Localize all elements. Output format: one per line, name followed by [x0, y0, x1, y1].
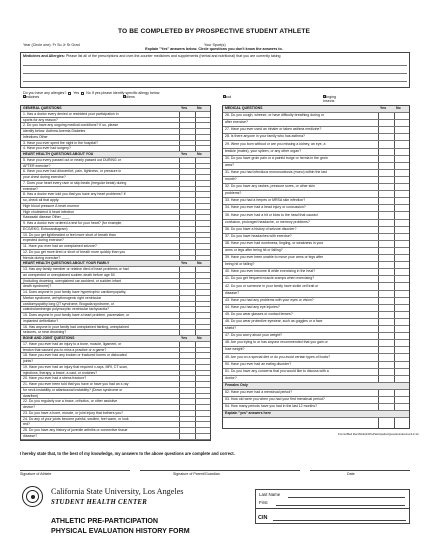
- yes-column-header: Yes: [181, 336, 188, 340]
- yes-column-header: Yes: [181, 152, 188, 156]
- allergy-type-label: Stinging Insects: [323, 95, 336, 103]
- question-row[interactable]: [223, 213, 409, 220]
- no-column-header: No: [197, 106, 202, 110]
- section-header-text: HEART HEALTH QUESTIONS ABOUT YOUR FAMILY: [23, 261, 110, 266]
- question-row[interactable]: [223, 347, 409, 354]
- question-row[interactable]: [223, 305, 409, 312]
- question-text: 20. Have you ever had a stress fracture?: [23, 376, 87, 381]
- question-row[interactable]: [223, 298, 409, 305]
- allergy-type-label: Pollens: [123, 95, 135, 99]
- question-text: 45. Do you wear glasses or contact lenses?: [225, 311, 293, 316]
- question-text: 47. Do you worry about your weight?: [225, 333, 283, 338]
- question-row[interactable]: [21, 434, 210, 440]
- yes-column-header: Yes: [181, 261, 188, 266]
- allergy-yes-label: Yes: [73, 91, 80, 95]
- question-row[interactable]: [223, 142, 409, 149]
- question-text: 14. Does anyone in your family have hypertrophic cardiomyopathy,: [23, 290, 127, 294]
- question-text: area?: [225, 162, 234, 167]
- question-text: (including drowning, unexplained car accident, or sudden infant: [23, 278, 121, 283]
- question-text: implanted defibrillator?: [23, 318, 59, 323]
- question-text: 48. Are you trying to or has anyone recommended that you gain or: [225, 340, 328, 345]
- question-text: 9. Has a doctor ever ordered a test for your heart? (for example,: [23, 221, 123, 225]
- question-text: so, check all that apply:: [23, 198, 60, 202]
- allergy-type-label: Medicines: [23, 95, 40, 99]
- question-row[interactable]: [223, 376, 409, 383]
- question-text: an unexpected or unexplained sudden death before age 50: [23, 272, 115, 277]
- question-text: 24. Do any of your joints become painful, swollen, feel warm, or look: [23, 416, 129, 421]
- section-header-text: HEART HEALTH QUESTIONS ABOUT YOU: [23, 152, 94, 156]
- question-text: 35. Have you ever had a hit or blow to the head that caused: [225, 212, 318, 217]
- question-text: joints?: [23, 359, 34, 363]
- question-text: 49. Are you on a special diet or do you avoid certain types of foods?: [225, 354, 331, 359]
- medicines-label-bold: Medicines and Allergies:: [23, 54, 66, 58]
- question-row[interactable]: [223, 134, 409, 141]
- question-text: 44. Have you had any eye injuries?: [225, 304, 280, 309]
- question-row[interactable]: [223, 362, 409, 369]
- question-text: 51. Do you have any concerns that you would like to discuss with a: [225, 368, 329, 373]
- form-code: Forms/Med Rec/Athletic/PreParticipationQuestionnaire/rev4-2-12: [338, 432, 419, 436]
- question-text: 38. Have you ever had numbness, tingling, or weakness in your: [225, 240, 324, 245]
- question-text: ECG/EKG, Echocardiogram): [23, 226, 68, 231]
- question-text: 39. Have you ever been unable to move your arms or legs after: [225, 255, 324, 260]
- question-row[interactable]: [223, 156, 409, 163]
- question-row[interactable]: [223, 369, 409, 376]
- question-row[interactable]: [223, 120, 409, 127]
- question-text: 19. Have you ever had an injury that required x-rays, MRI, CT scan,: [23, 364, 128, 369]
- question-text: death syndrome)?: [23, 284, 52, 289]
- question-text: exercise?: [23, 186, 38, 191]
- question-row[interactable]: [223, 220, 409, 227]
- form-title-line1: ATHLETIC PRE-PARTICIPATION: [51, 517, 159, 525]
- section-header-text: Explain "yes" answers here: [225, 411, 271, 416]
- question-text: lose weight?: [225, 347, 245, 352]
- question-text: shield?: [225, 326, 237, 331]
- question-text: device?: [23, 405, 36, 409]
- cin-box: [255, 508, 410, 527]
- question-text: sports for any reason?: [23, 117, 58, 122]
- parent-signature-line[interactable]: [140, 470, 300, 471]
- section-header-text: BONE AND JOINT QUESTIONS: [23, 336, 75, 340]
- question-text: disease?: [23, 433, 38, 438]
- question-row[interactable]: [223, 241, 409, 248]
- question-row[interactable]: [223, 248, 409, 255]
- medicines-label: [23, 54, 281, 58]
- last-name-field[interactable]: [288, 497, 405, 498]
- question-text: High cholesterol A heart infection: [23, 209, 74, 214]
- question-text: 8. Has a doctor ever told you that you have any heart problems? If: [23, 192, 126, 197]
- question-text: confusion, prolonged headache, or memory problems?: [225, 219, 310, 224]
- question-text: 33. Have you had a herpes or MRSA skin infection?: [225, 198, 306, 203]
- allergy-question: Do you have any allergies?: [23, 91, 67, 95]
- question-text: 46. Do you wear protective eyewear, such as goggles or a face: [225, 319, 323, 323]
- question-row[interactable]: [223, 269, 409, 276]
- no-column-header: No: [197, 261, 202, 266]
- question-text: 40. Have you ever become ill while exercising in the heat?: [225, 269, 316, 274]
- medicines-line[interactable]: [23, 73, 407, 74]
- section-header-text: MEDICAL QUESTIONS: [225, 106, 263, 110]
- university-seal-icon: [22, 486, 43, 507]
- medicines-label-text: Please list all of the prescriptions and over-the-counter medicines and supplements (herbal and nutritional) that you are currently taking: [66, 54, 281, 58]
- no-column-header: No: [197, 336, 202, 340]
- question-text: High blood pressure A heart murmur: [23, 203, 80, 208]
- allergy-type-label: Food: [223, 95, 232, 99]
- athlete-signature-label: Signature of Athlete: [20, 472, 52, 476]
- question-text: 27. Have you ever used an inhaler or taken asthma medicine?: [225, 127, 322, 132]
- no-column-header: No: [396, 106, 401, 110]
- first-name-field[interactable]: [276, 505, 405, 506]
- health-center-name: STUDENT HEALTH CENTER: [51, 499, 148, 506]
- question-row[interactable]: [223, 340, 409, 347]
- question-text: cardiomyopathy long QT syndrome, Brugada syndrome, or: [23, 301, 114, 306]
- sport-label: Your Sport(s): [204, 43, 226, 47]
- question-text: 30. Do you have groin pain or a painful bulge or hernia in the groin: [225, 155, 328, 160]
- question-row[interactable]: [223, 184, 409, 191]
- question-text: 43. Have you had any problems with your eyes or vision?: [225, 297, 314, 302]
- question-row[interactable]: [223, 177, 409, 184]
- medicines-box[interactable]: [20, 52, 410, 88]
- question-text: 16. Has anyone in your family had unexplained fainting, unexplained: [23, 324, 129, 329]
- question-text: testicle (males), your spleen, or any other organ?: [225, 148, 302, 153]
- question-row[interactable]: [223, 319, 409, 326]
- question-text: 26. Do you cough, wheeze, or have difficulty breathing during or: [225, 113, 324, 118]
- question-text: 53. How old were you when you had your first menstrual period?: [225, 397, 325, 402]
- question-row[interactable]: [223, 326, 409, 333]
- question-text: 29. Were you born without or are you missing a kidney, an eye, a: [225, 141, 326, 146]
- question-row[interactable]: [223, 170, 409, 177]
- question-text: 13. Has any family member or relative died of heart problems or had: [23, 267, 129, 271]
- cin-field[interactable]: [273, 520, 406, 521]
- question-text: 6. Have you ever had discomfort, pain, tightness, or pressure in: [23, 169, 122, 174]
- question-text: 4. Have you ever had surgery?: [23, 146, 71, 151]
- yes-column-header: Yes: [380, 106, 387, 110]
- question-text: 15. Does anyone in your family have a heart problem, pacemaker, or: [23, 313, 130, 317]
- question-text: injections, therapy, a brace, a cast, or crutches?: [23, 370, 98, 375]
- question-text: Marfan syndrome, arrhythmogenic right ventricular: [23, 295, 102, 300]
- question-text: 7. Does your heart every race or skip beats (irregular beats) during: [23, 180, 127, 185]
- university-name: California State University, Los Angeles: [51, 487, 184, 496]
- question-row[interactable]: [223, 333, 409, 340]
- question-text: problems?: [225, 191, 242, 196]
- question-row[interactable]: [223, 198, 409, 205]
- question-row[interactable]: [223, 127, 409, 134]
- question-text: 54. How many periods have you had in the last 12 months?: [225, 404, 318, 409]
- question-text: dwarfism): [23, 393, 39, 398]
- explain-instructions: Explain "Yes" answers below. Circle questions you don't know the answers to.: [145, 47, 283, 51]
- question-text: for neck instability or atlantoaxial instability? (Down syndrome or: [23, 387, 123, 392]
- question-text: friends during exercise?: [23, 255, 61, 260]
- section-header: [223, 106, 409, 113]
- question-text: disease?: [225, 290, 240, 295]
- allergy-no-checkbox[interactable]: [81, 92, 84, 95]
- question-text: AFTER exercise?: [23, 163, 51, 168]
- first-name-label: First: [259, 500, 268, 505]
- question-row[interactable]: [223, 404, 409, 411]
- question-row[interactable]: [223, 191, 409, 198]
- question-text: 52. Have you ever had a menstrual period?: [225, 390, 293, 394]
- question-text: 31. Have you had infectious mononucleosis (mono) within the last: [225, 169, 327, 174]
- question-text: your chest during exercise?: [23, 175, 66, 179]
- question-text: arms or legs after being hit or falling?: [225, 248, 283, 252]
- question-text: 36. Do you have a history of seizure disorder?: [225, 226, 297, 231]
- question-row[interactable]: [223, 312, 409, 319]
- question-row[interactable]: [223, 390, 409, 397]
- question-text: 37. Do you have headaches with exercise?: [225, 233, 292, 238]
- question-text: 22. Do you regularly use a brace, orthotics, or other assistive: [23, 399, 118, 404]
- question-row[interactable]: [223, 291, 409, 298]
- medicines-line[interactable]: [23, 65, 407, 66]
- question-text: 18. Have you ever had any broken or fractured bones or dislocated: [23, 353, 127, 358]
- question-text: 21. Have you ever been told that you have or have you had an x-ray: [23, 382, 129, 386]
- question-text: 3. Have you ever spent the night in the hospital?: [23, 140, 98, 145]
- question-text: identify below: Asthma Anemia Diabetes: [23, 129, 86, 133]
- question-text: 34. Have you ever had a head injury or concussion?: [225, 205, 306, 210]
- question-text: 25. Do you have any history of juvenile arthritis or connective tissue: [23, 428, 128, 432]
- seal-ring: [26, 490, 39, 503]
- allergy-question-row: [23, 91, 160, 95]
- page-title: TO BE COMPLETED BY PROSPECTIVE STUDENT ATHLETE: [118, 28, 310, 35]
- medicines-line[interactable]: [23, 81, 407, 82]
- question-row[interactable]: [223, 355, 409, 362]
- question-text: 23. Do you have a bone, muscle, or joint injury that bothers you?: [23, 410, 124, 415]
- question-text: red?: [23, 422, 31, 427]
- question-row[interactable]: [223, 262, 409, 269]
- question-text: 10. Do you get lightheaded or feel more short of breath than: [23, 232, 116, 237]
- question-text: tendon that caused you to miss a practice or a game?: [23, 347, 107, 352]
- last-name-label: Last Name: [259, 492, 281, 497]
- form-title-line2: PHYSICAL EVALUATION HISTORY FORM: [51, 527, 190, 535]
- year-label: Year (Circle one): Fr So Jr Sr Grad: [23, 43, 80, 47]
- cin-label: CIN: [258, 515, 268, 521]
- question-text: 28. Is there anyone in your family who has asthma?: [225, 134, 305, 139]
- date-label: Date: [347, 472, 355, 476]
- question-row[interactable]: [223, 163, 409, 170]
- question-text: being hit or falling?: [225, 262, 255, 267]
- question-text: expected during exercise?: [23, 238, 64, 243]
- section-header-text: Females Only: [225, 382, 248, 387]
- question-text: catecholaminergic polymorphic ventricular tachycardia?: [23, 307, 109, 312]
- question-row[interactable]: [223, 276, 409, 283]
- question-text: 1. Has a doctor every denied or restricted your participation in: [23, 111, 119, 116]
- question-text: 11. Have you ever had an unexplained seizure?: [23, 244, 97, 248]
- section-header: [223, 383, 409, 390]
- question-row[interactable]: [223, 205, 409, 212]
- question-text: 2. Do you have any ongoing medical conditions? If so, please: [23, 123, 119, 128]
- question-row[interactable]: [223, 284, 409, 291]
- allergy-no-label: No If yes please identify specific allergy below.: [86, 91, 161, 95]
- question-row[interactable]: [223, 397, 409, 404]
- seal-core: [31, 495, 35, 499]
- yes-column-header: Yes: [181, 106, 188, 110]
- athlete-signature-line[interactable]: [20, 470, 130, 471]
- question-text: 32. Do you have any rashes, pressure sores, or other skin: [225, 184, 315, 189]
- questions-table-left: [20, 105, 211, 441]
- date-line[interactable]: [310, 470, 410, 471]
- question-row[interactable]: [223, 149, 409, 156]
- allergy-yes-checkbox[interactable]: [68, 92, 71, 95]
- question-row[interactable]: [223, 113, 409, 120]
- question-text: Infections Other: [23, 134, 48, 139]
- question-text: seizures, or near drowning?: [23, 330, 67, 335]
- no-column-header: No: [197, 152, 202, 156]
- question-text: 12. Do you get more tired or short of breath more quickly than you: [23, 249, 126, 254]
- question-text: 17. Have you ever had an injury to a bone, muscle, ligament, or: [23, 341, 122, 346]
- question-text: 42. Do you or someone in your family have sickle cell trait or: [225, 283, 319, 288]
- questions-table-right: [222, 105, 410, 429]
- question-text: Kawasaki disease Other ____: [23, 215, 70, 220]
- question-row[interactable]: [223, 227, 409, 234]
- question-text: 5. Have you every passed out or nearly passed out DURING or: [23, 157, 121, 162]
- question-row[interactable]: [223, 234, 409, 241]
- question-text: 41. Do you get frequent muscle cramps when exercising?: [225, 276, 315, 281]
- section-header: [223, 411, 409, 418]
- question-text: doctor?: [225, 375, 237, 380]
- question-text: month?: [225, 177, 237, 181]
- question-text: after exercise?: [225, 120, 248, 125]
- certification-statement: I hereby state that, to the best of my knowledge, my answers to the above questions are complete and correct.: [20, 451, 235, 456]
- section-header-text: GENERAL QUESTIONS: [23, 106, 62, 110]
- question-row[interactable]: [223, 255, 409, 262]
- question-text: 50. Have you ever had an eating disorder?: [225, 361, 292, 366]
- parent-signature-label: Signature of Parent/Guardian: [173, 472, 220, 476]
